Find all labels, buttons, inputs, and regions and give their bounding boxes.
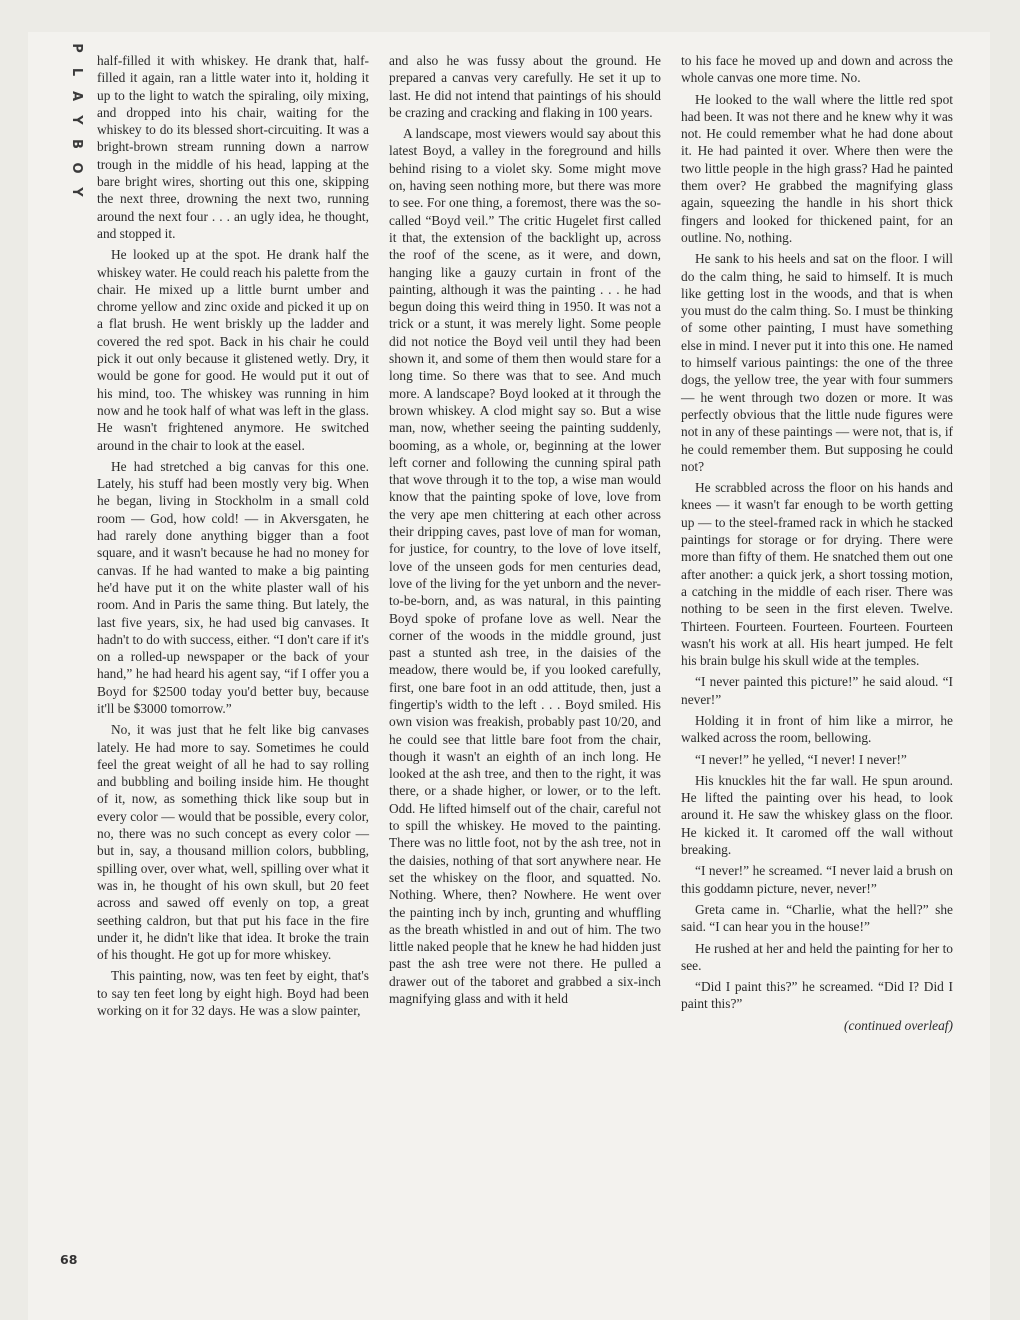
paragraph: half-filled it with whiskey. He drank that, half-filled it again, ran a little water into it, holding it up to the light to watch the spiraling, oily mixing, and dropped into his chair, waiting for the whiskey to do its blessed short-circuiting. It was a bright-brown stream running down a narrow trough in the middle of his head, lapping at the bare bright wires, shorting out this one, skipping the next three, drowning the next two, running around the next four . . . an ugly idea, he thought, and stopped it. bbox=[97, 53, 369, 241]
article-column-1 bbox=[97, 52, 369, 1023]
masthead-letter: P bbox=[69, 43, 84, 53]
paragraph: He sank to his heels and sat on the floor. I will do the calm thing, he said to himself. It is much like getting lost in the woods, and that is when you must do the calm thing. So. I must be thinking of some other painting, I must have something else in mind. I never put it into this one. He named to himself various paintings: the one of the three dogs, the yellow tree, the year with four summers — he went through two dozen or more. It was perfectly obvious that the little nude figures were not in any of these paintings — were not, that is, if he could remember them. But supposing he could not? bbox=[681, 251, 953, 474]
masthead-letter: B bbox=[69, 139, 84, 149]
paragraph: “I never!” he screamed. “I never laid a brush on this goddamn picture, never, never!” bbox=[681, 863, 953, 896]
paragraph: He looked up at the spot. He drank half the whiskey water. He could reach his palette from the chair. He mixed up a little burnt umber and chrome yellow and zinc oxide and picked it up on a flat brush. He went briskly up the ladder and covered the red spot. Back in his chair he could pick it out only because it glistened wetly. Dry, it would be gone for good. He would put it out of his mind, too. The whiskey was running in him now and he took half of what was left in the glass. He wasn't frightened anymore. He switched around in the chair to look at the easel. bbox=[97, 247, 369, 453]
paragraph: “I never painted this picture!” he said aloud. “I never!” bbox=[681, 674, 953, 707]
paragraph: He rushed at her and held the painting for her to see. bbox=[681, 940, 953, 973]
paragraph: to his face he moved up and down and across the whole canvas one more time. No. bbox=[681, 53, 953, 86]
paragraph: He scrabbled across the floor on his hands and knees — it wasn't far enough to be worth getting up — to the steel-framed rack in which he stacked paintings for storage or for drying. There were more than fifty of them. He snatched them out one after another: a quick jerk, a short tossing motion, a catching in the middle of each riser. There was nothing to be seen in the first eleven. Twelve. Thirteen. Fourteen. Fourteen. Fourteen. Fourteen wasn't his work at all. His heart jumped. He felt his brain bulge his skull wide at the temples. bbox=[681, 480, 953, 669]
masthead-letter: L bbox=[69, 67, 84, 77]
paragraph: He looked to the wall where the little red spot had been. It was not there and he knew why it was not. He could remember what he had done about it. He had painted it over. Where then were the two little people in the high grass? Had he painted them over? He grabbed the magnifying glass again, squeezing the handle in his short thick fingers and looked for thickened paint, for an outline. No, nothing. bbox=[681, 91, 953, 245]
paragraph: His knuckles hit the far wall. He spun around. He lifted the painting over his head, to look around it. He saw the whiskey glass on the floor. He kicked it. It caromed off the wall without breaking. bbox=[681, 772, 953, 858]
article-column-2 bbox=[389, 52, 661, 1011]
masthead-letter: A bbox=[69, 90, 84, 102]
paragraph: and also he was fussy about the ground. He prepared a canvas very carefully. He set it up to last. He did not intend that paintings of his should be crazing and cracking and flaking in 100 years. bbox=[389, 53, 661, 120]
paragraph: This painting, now, was ten feet by eight, that's to say ten feet long by eight high. Boyd had been working on it for 32 days. He was a slow painter, bbox=[97, 968, 369, 1019]
page-number: 68 bbox=[60, 1252, 78, 1267]
paragraph: Greta came in. “Charlie, what the hell?” she said. “I can hear you in the house!” bbox=[681, 901, 953, 935]
paragraph: A landscape, most viewers would say about this latest Boyd, a valley in the foreground and hills behind rising to a violet sky. Some might move on, having seen nothing more, but there was more to see. For one thing, a foremost, there was the so-called “Boyd veil.” The critic Hugelet first called it that, the extension of the backlight up, across the roof of the scene, as it were, and down, hanging like a gauzy curtain in front of the painting, although it was the painting . . . he had begun doing this weird thing in 1950. It was not a trick or a stunt, it was merely light. Some people did not notice the Boyd veil until they had been shown it, and some of them then would stare for a long time. So there was that to see. And much more. A landscape? Boyd looked at it through the brown whiskey. A clod might say so. But a wise man, now, whether seeing the painting suddenly, booming, as a whole, or, beginning at the lower left corner and following the cunning spiral path that wove through it to the top, a wise man would know that the painting spoke of love, love from the very ape men chittering at each other across their dripping caves, past love of man for woman, for justice, for country, to the love of love itself, love of the unseen gods for men centuries dead, love of the living for the yet unborn and the never-to-be-born, and, as was natural, in this painting Boyd spoke of profane love as well. Near the corner of the woods in the middle ground, just past a stunted ash tree, in the daisies of the meadow, there would be, if you looked carefully, first, one bare foot in an odd attitude, then, just a fingertip's width to the left . . . Boyd smiled. His own vision was freakish, probably past 10/20, and he could see that little bare foot from the chair, though it wasn't an eighth of an inch long. He looked at the ash tree, and then to the right, it was there, or a shade higher, or lower, or to the left. Odd. He lifted himself out of the chair, careful not to spill the whiskey. He moved to the painting. There was no little foot, not by the ash tree, not in the daisies, nothing of that sort anywhere near. He set the whiskey on the floor, and squatted. No. Nothing. Where, then? Nowhere. He went over the painting inch by inch, grunting and whuffling as the breath whistled in and out of him. The two little naked people that he knew he had hidden just past the ash tree were not there. He pulled a drawer out of the taboret and grabbed a six-inch magnifying glass and with it held bbox=[389, 126, 661, 1007]
paragraph: “I never!” he yelled, “I never! I never!” bbox=[695, 751, 907, 767]
masthead-letter: Y bbox=[69, 187, 84, 197]
paragraph: Holding it in front of him like a mirror, he walked across the room, bellowing. bbox=[681, 712, 953, 746]
masthead-vertical bbox=[66, 36, 86, 204]
masthead-letter: O bbox=[69, 162, 84, 174]
paragraph: “Did I paint this?” he screamed. “Did I? Did I paint this?” bbox=[681, 979, 953, 1012]
paragraph: He had stretched a big canvas for this one. Lately, his stuff had been mostly very big. When he began, living in Stockholm in a small cold room — God, how cold! — in Akversgaten, he had rarely done anything bigger than a foot square, and it wasn't because he had no money for canvas. If he had wanted to make a big painting he'd have put it on the white plaster wall of his room. And in Paris the same thing. But lately, the last five years, six, he had used big canvases. It hadn't to do with success, either. “I don't care if it's on a rolled-up newspaper or the back of your hand,” he had heard his agent say, “if I offer you a Boyd for $2500 today you'd better buy, because it'll be $3000 tomorrow.” bbox=[97, 458, 370, 716]
paragraph: No, it was just that he felt like big canvases lately. He had more to say. Sometimes he could feel the great weight of all he had to say rolling and bubbling and boiling inside him. He thought of it, now, as something thick like soup but in every color — would that be possible, every color, no, there was no such concept as every color — but in, say, a thousand million colors, bubbling, spilling over, over what, well, spilling over what it was in, he thought of his own skull, but 20 feet across and sawed off evenly on top, a great seething caldron, but that put his face in the fire under it, he didn't like that idea. It broke the train of his thought. He got up for more whiskey. bbox=[97, 722, 369, 963]
continued-note: (continued overleaf) bbox=[844, 1017, 953, 1033]
article-column-3 bbox=[681, 52, 953, 1034]
masthead-letter: Y bbox=[69, 115, 84, 125]
